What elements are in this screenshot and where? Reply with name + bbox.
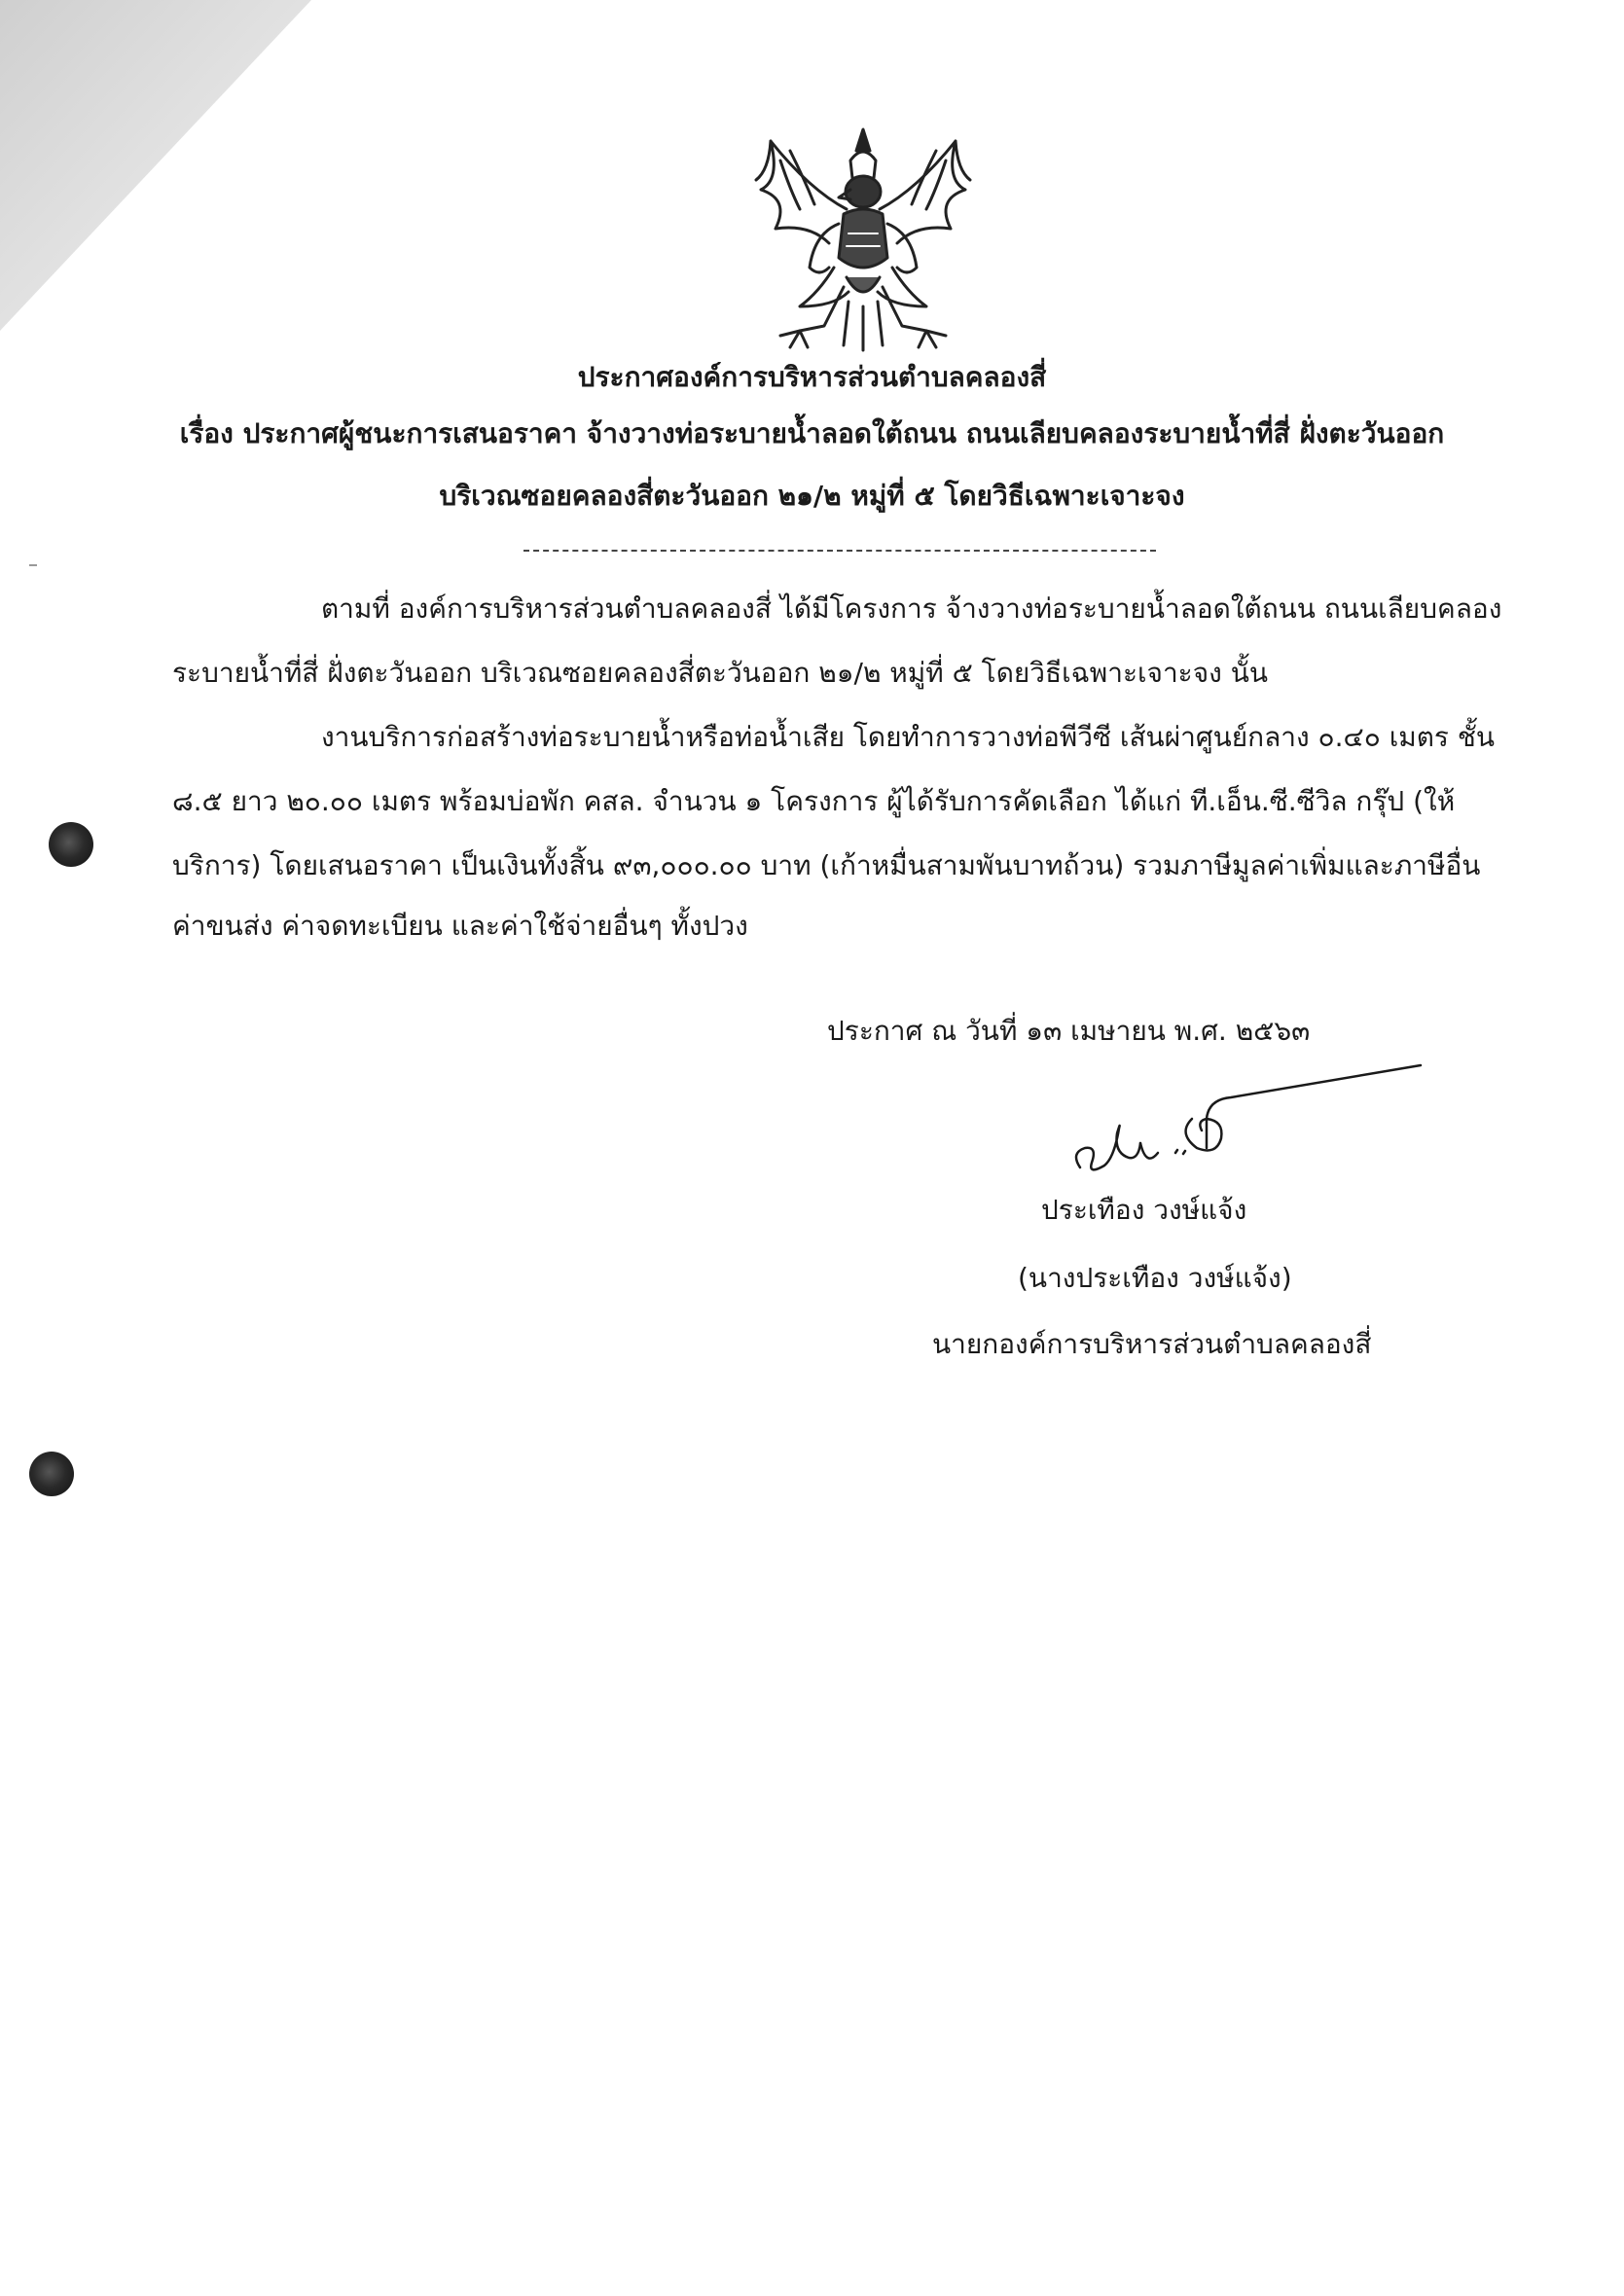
scan-corner-shadow [0, 0, 331, 350]
separator [523, 550, 1156, 552]
announcement-date: ประกาศ ณ วันที่ ๑๓ เมษายน พ.ศ. ๒๕๖๓ [827, 1015, 1311, 1047]
handwritten-signature [1061, 1060, 1430, 1187]
punch-hole [29, 1452, 74, 1496]
punch-hole [49, 822, 93, 867]
signer-position: นายกองค์การบริหารส่วนตำบลคลองสี่ [932, 1328, 1372, 1360]
signer-full-name: (นางประเทือง วงษ์แจ้ง) [1018, 1262, 1292, 1294]
garuda-emblem-icon [741, 122, 985, 355]
paragraph-1-line-2: ระบายน้ำที่สี่ ฝั่งตะวันออก บริเวณซอยคลองสี่ตะวันออก ๒๑/๒ หมู่ที่ ๕ โดยวิธีเฉพาะเจาะจง นั้น [172, 657, 1268, 689]
subject-line-2: บริเวณซอยคลองสี่ตะวันออก ๒๑/๒ หมู่ที่ ๕ โดยวิธีเฉพาะเจาะจง [439, 480, 1185, 512]
paragraph-2-line-4: ค่าขนส่ง ค่าจดทะเบียน และค่าใช้จ่ายอื่นๆ ทั้งปวง [172, 910, 748, 942]
subject-line-1: เรื่อง ประกาศผู้ชนะการเสนอราคา จ้างวางท่อระบายน้ำลอดใต้ถนน ถนนเลียบคลองระบายน้ำที่สี่ ฝั่งตะวันออก [179, 417, 1445, 449]
paragraph-2-line-2: ๘.๕ ยาว ๒๐.๐๐ เมตร พร้อมบ่อพัก คสล. จำนวน ๑ โครงการ ผู้ได้รับการคัดเลือก ได้แก่ ที.เอ็น.ซี.ซีวิล กรุ๊ป (ให้ [172, 785, 1456, 817]
scan-mark [29, 564, 37, 566]
org-announcement-title: ประกาศองค์การบริหารส่วนตำบลคลองสี่ [577, 361, 1047, 393]
paragraph-2-line-1: งานบริการก่อสร้างท่อระบายน้ำหรือท่อน้ำเสีย โดยทำการวางท่อพีวีซี เส้นผ่าศูนย์กลาง ๐.๔๐ เมตร ชั้น [321, 721, 1496, 753]
paragraph-2-line-3: บริการ) โดยเสนอราคา เป็นเงินทั้งสิ้น ๙๓,๐๐๐.๐๐ บาท (เก้าหมื่นสามพันบาทถ้วน) รวมภาษีมูลค่าเพิ่มและภาษีอื่น [172, 849, 1481, 881]
signer-name: ประเทือง วงษ์แจ้ง [1041, 1194, 1247, 1226]
paragraph-1-line-1: ตามที่ องค์การบริหารส่วนตำบลคลองสี่ ได้มีโครงการ จ้างวางท่อระบายน้ำลอดใต้ถนน ถนนเลียบคลอง [321, 592, 1502, 625]
